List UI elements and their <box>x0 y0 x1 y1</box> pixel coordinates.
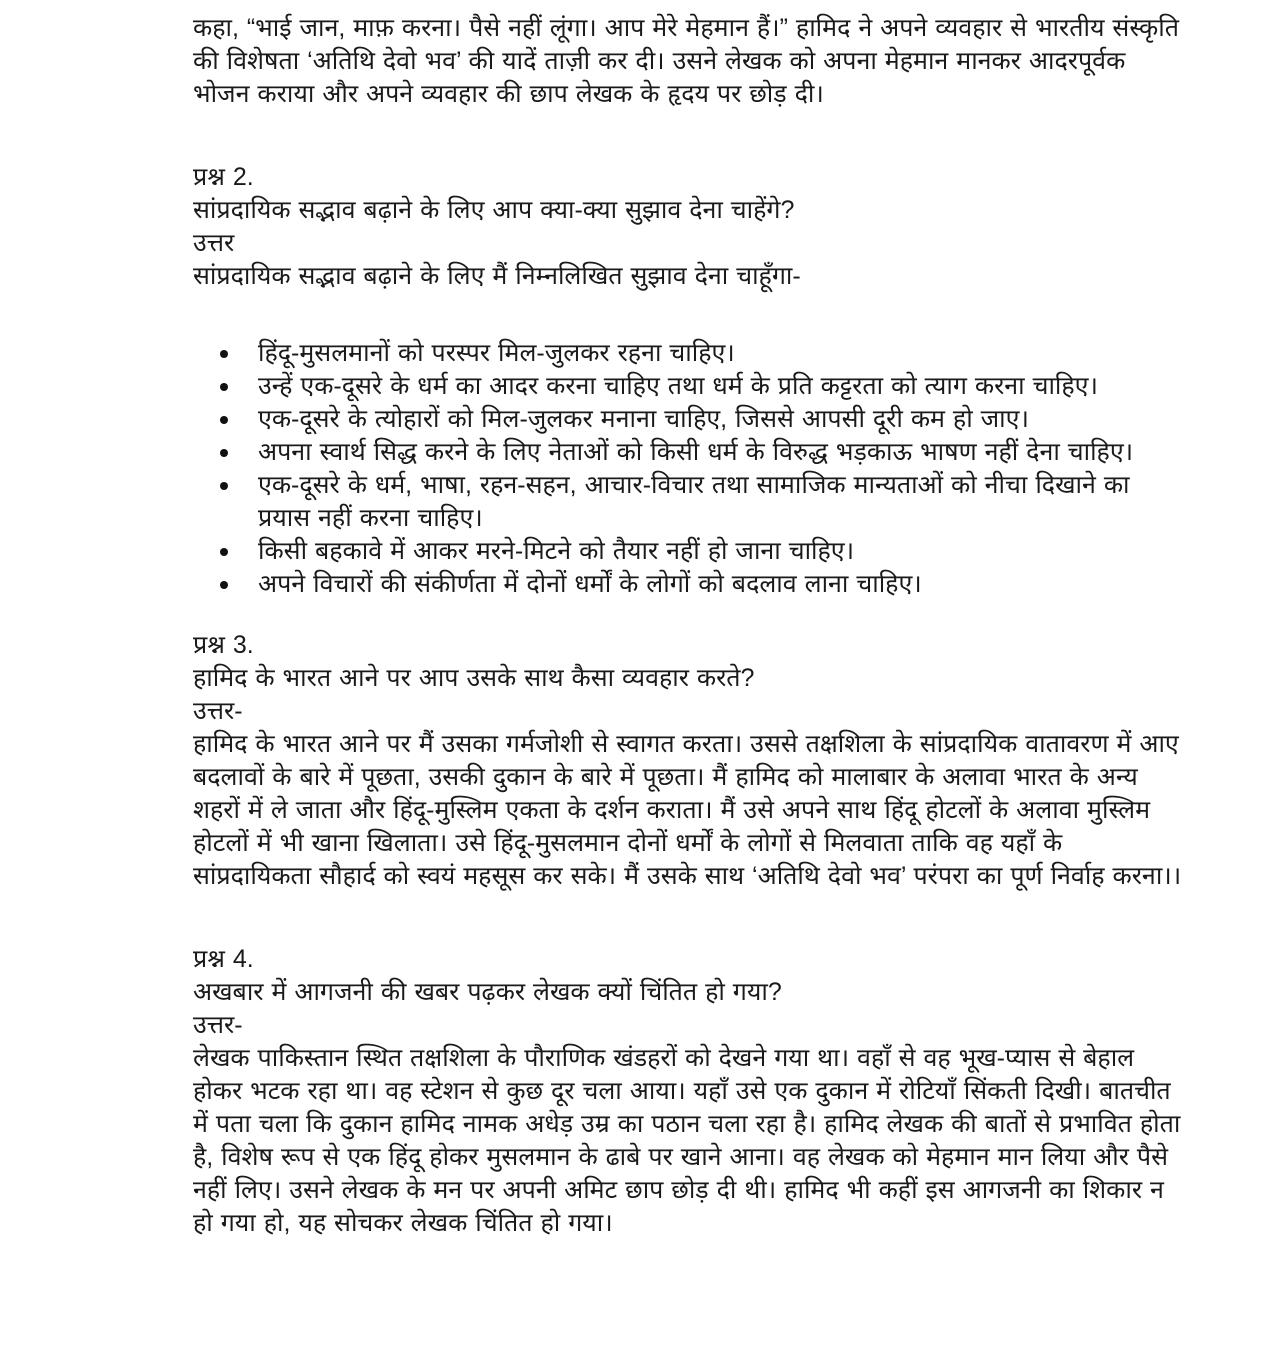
intro-paragraph: कहा, “भाई जान, माफ़ करना। पैसे नहीं लूंगा। आप मेरे मेहमान हैं।” हामिद ने अपने व्यवहार से भारतीय संस्कृति की विशेषता ‘अतिथि देवो भव’ की यादें ताज़ी कर दी। उसने लेखक को अपना मेहमान मानकर आदरपूर्वक भोजन कराया और अपने व्यवहार की छाप लेखक के हृदय पर छोड़ दी। <box>193 14 1179 108</box>
suggestion-item <box>193 568 1187 601</box>
suggestion-item <box>193 469 1187 535</box>
bullet-dot-icon <box>220 548 228 556</box>
question-4-label: प्रश्न 4. <box>193 945 254 973</box>
suggestion-item <box>193 337 1187 370</box>
suggestion-text: अपना स्वार्थ सिद्ध करने के लिए नेताओं को किसी धर्म के विरुद्ध भड़काऊ भाषण नहीं देना चाहिए। <box>258 438 1134 466</box>
question-2-answer-label: उत्तर <box>193 229 235 257</box>
bullet-dot-icon <box>220 350 228 358</box>
question-2-label: प्रश्न 2. <box>193 163 254 191</box>
question-3-label: प्रश्न 3. <box>193 631 254 659</box>
question-2-answer-intro: सांप्रदायिक सद्भाव बढ़ाने के लिए मैं निम्नलिखित सुझाव देना चाहूँगा- <box>193 262 801 290</box>
suggestion-text: हिंदू-मुसलमानों को परस्पर मिल-जुलकर रहना चाहिए। <box>258 339 735 367</box>
suggestions-list <box>193 337 1187 601</box>
question-4-answer: लेखक पाकिस्तान स्थित तक्षशिला के पौराणिक खंडहरों को देखने गया था। वहाँ से वह भूख-प्यास से बेहाल होकर भटक रहा था। वह स्टेशन से कुछ दूर चला आया। यहाँ उसे एक दुकान में रोटियाँ सिंकती दिखी। बातचीत में पता चला कि दुकान हामिद नामक अधेड़ उम्र का पठान चला रहा है। हामिद लेखक की बातों से प्रभावित होता है, विशेष रूप से एक हिंदू होकर मुसलमान के ढाबे पर खाने आना। वह लेखक को मेहमान मान लिया और पैसे नहीं लिए। उसने लेखक के मन पर अपनी अमिट छाप छोड़ दी थी। हामिद भी कहीं इस आगजनी का शिकार न हो गया हो, यह सोचकर लेखक चिंतित हो गया। <box>193 1044 1181 1237</box>
suggestion-text: एक-दूसरे के धर्म, भाषा, रहन-सहन, आचार-विचार तथा सामाजिक मान्यताओं को नीचा दिखाने का प्रयास नहीं करना चाहिए। <box>258 471 1130 532</box>
question-4-answer-label: उत्तर- <box>193 1011 243 1039</box>
suggestion-item <box>193 370 1187 403</box>
suggestion-item <box>193 403 1187 436</box>
bullet-dot-icon <box>220 416 228 424</box>
suggestion-item <box>193 436 1187 469</box>
question-4-section <box>193 943 1187 1240</box>
question-3-section <box>193 629 1187 893</box>
suggestion-text: अपने विचारों की संकीर्णता में दोनों धर्मों के लोगों को बदलाव लाना चाहिए। <box>258 570 922 598</box>
question-3-text: हामिद के भारत आने पर आप उसके साथ कैसा व्यवहार करते? <box>193 664 755 692</box>
bullet-dot-icon <box>220 482 228 490</box>
question-2-section <box>193 161 1187 601</box>
question-3-answer: हामिद के भारत आने पर मैं उसका गर्मजोशी से स्वागत करता। उससे तक्षशिला के सांप्रदायिक वातावरण में आए बदलावों के बारे में पूछता, उसकी दुकान के बारे में पूछता। मैं हामिद को मालाबार के अलावा भारत के अन्य शहरों में ले जाता और हिंदू-मुस्लिम एकता के दर्शन कराता। मैं उसे अपने साथ हिंदू होटलों के अलावा मुस्लिम होटलों में भी खाना खिलाता। उसे हिंदू-मुसलमान दोनों धर्मों के लोगों से मिलवाता ताकि वह यहाँ के सांप्रदायिकता सौहार्द को स्वयं महसूस कर सके। मैं उसके साथ ‘अतिथि देवो भव’ परंपरा का पूर्ण निर्वाह करना।। <box>193 730 1182 890</box>
suggestion-text: एक-दूसरे के त्योहारों को मिल-जुलकर मनाना चाहिए, जिससे आपसी दूरी कम हो जाए। <box>258 405 1029 433</box>
suggestion-item <box>193 535 1187 568</box>
suggestion-text: किसी बहकावे में आकर मरने-मिटने को तैयार नहीं हो जाना चाहिए। <box>258 537 855 565</box>
question-3-answer-label: उत्तर- <box>193 697 243 725</box>
bullet-dot-icon <box>220 581 228 589</box>
suggestion-text: उन्हें एक-दूसरे के धर्म का आदर करना चाहिए तथा धर्म के प्रति कट्टरता को त्याग करना चाहिए। <box>258 372 1098 400</box>
bullet-dot-icon <box>220 383 228 391</box>
question-2-text: सांप्रदायिक सद्भाव बढ़ाने के लिए आप क्या-क्या सुझाव देना चाहेंगे? <box>193 196 795 224</box>
question-4-text: अखबार में आगजनी की खबर पढ़कर लेखक क्यों चिंतित हो गया? <box>193 978 782 1006</box>
bullet-dot-icon <box>220 449 228 457</box>
